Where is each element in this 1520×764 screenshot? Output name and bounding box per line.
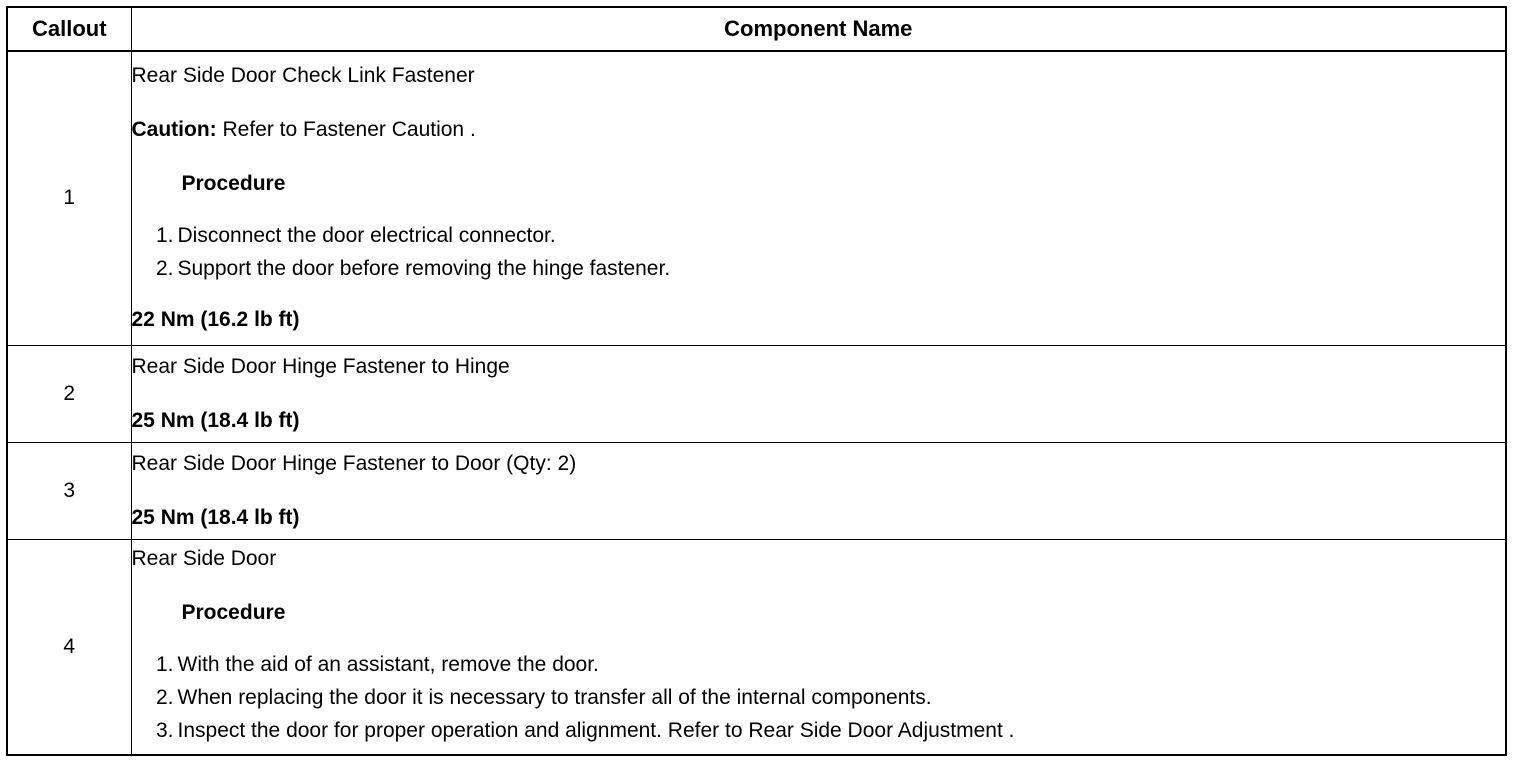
step-number: 2.	[155, 256, 174, 280]
callout-number: 3	[7, 442, 131, 539]
component-name: Rear Side Door	[131, 547, 277, 571]
procedure-step	[132, 681, 1506, 714]
procedure-steps	[132, 648, 1506, 747]
caution-line	[132, 117, 1506, 143]
step-text: Inspect the door for proper operation and alignment. Refer to Rear Side Door Adjustment .	[177, 718, 1015, 742]
callout-number: 2	[7, 345, 131, 442]
procedure-step	[132, 219, 1506, 252]
procedure-title: Procedure	[181, 172, 286, 196]
table-row	[7, 539, 1506, 755]
header-callout: Callout	[7, 7, 131, 51]
caution-label: Caution:	[131, 118, 217, 142]
step-number: 2.	[155, 685, 174, 709]
step-text: When replacing the door it is necessary to transfer all of the internal components.	[177, 685, 932, 709]
procedure-title: Procedure	[181, 601, 286, 625]
procedure-step	[132, 252, 1506, 285]
component-cell	[131, 442, 1506, 539]
callout-number: 1	[7, 51, 131, 345]
step-text: With the aid of an assistant, remove the door.	[177, 652, 599, 676]
component-cell	[131, 539, 1506, 755]
step-text: Support the door before removing the hinge fastener.	[177, 256, 671, 280]
component-name: Rear Side Door Hinge Fastener to Hinge	[131, 354, 510, 378]
torque-spec: 25 Nm (18.4 lb ft)	[131, 505, 300, 529]
step-number: 1.	[155, 652, 174, 676]
component-cell	[131, 345, 1506, 442]
callout-number: 4	[7, 539, 131, 755]
component-cell	[131, 51, 1506, 345]
component-name: Rear Side Door Check Link Fastener	[131, 64, 475, 88]
header-row	[7, 7, 1506, 51]
step-text: Disconnect the door electrical connector.	[177, 223, 556, 247]
component-name: Rear Side Door Hinge Fastener to Door (Qty: 2)	[131, 451, 577, 475]
torque-spec: 25 Nm (18.4 lb ft)	[131, 408, 300, 432]
table-row	[7, 51, 1506, 345]
header-component-name: Component Name	[131, 7, 1506, 51]
procedure-step	[132, 714, 1506, 747]
table-row	[7, 442, 1506, 539]
step-number: 1.	[155, 223, 174, 247]
procedure-step	[132, 648, 1506, 681]
caution-text: Refer to Fastener Caution .	[216, 118, 476, 142]
procedure-steps	[132, 219, 1506, 285]
callout-table	[6, 6, 1507, 756]
torque-spec: 22 Nm (16.2 lb ft)	[131, 308, 300, 332]
table-row	[7, 345, 1506, 442]
step-number: 3.	[155, 718, 174, 742]
